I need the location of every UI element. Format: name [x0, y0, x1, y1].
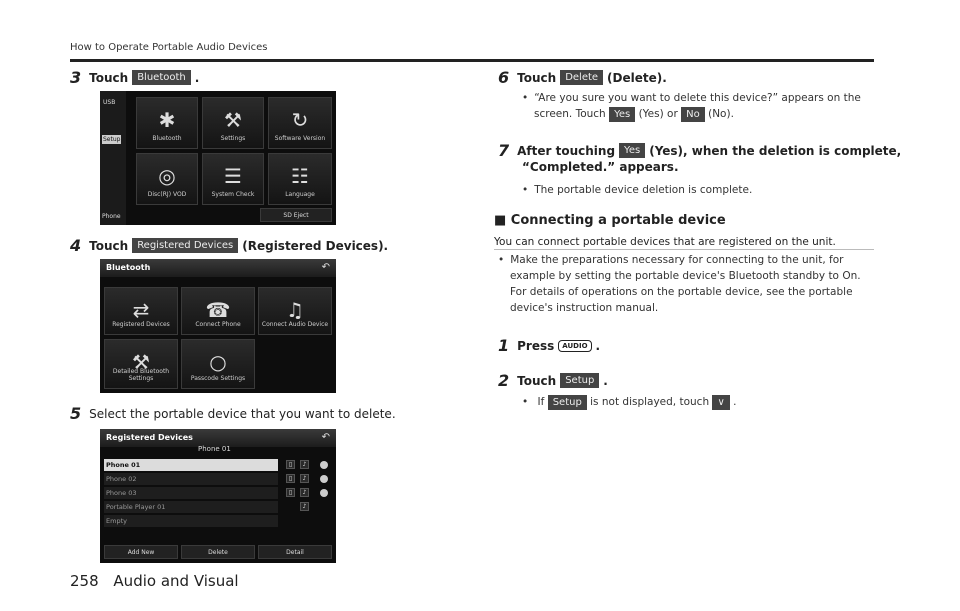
connected-icon — [320, 489, 328, 497]
tile-language[interactable] — [268, 153, 332, 205]
step-text: Touch — [517, 70, 557, 85]
page-number: 258 — [70, 572, 99, 590]
tile-label: Registered Devices — [112, 321, 170, 328]
bluetooth-icon: ✱ — [158, 108, 176, 132]
checklist-icon: ☰ — [224, 164, 242, 188]
no-chip: No — [681, 107, 705, 122]
device-row[interactable]: Portable Player 01 — [104, 501, 278, 513]
yes-chip: Yes — [619, 143, 645, 158]
wrench-icon: ⚒ — [224, 108, 242, 132]
tile-software-version[interactable] — [268, 97, 332, 149]
step-end: (Delete). — [607, 70, 667, 85]
device-row[interactable]: Phone 02 — [104, 473, 278, 485]
screen-title: Registered Devices — [100, 429, 336, 447]
note-7: • The portable device deletion is complete. — [522, 184, 753, 196]
step-text: After touching — [517, 143, 616, 158]
tile-bluetooth[interactable] — [136, 97, 198, 149]
back-icon[interactable]: ↶ — [321, 432, 330, 443]
lock-icon: ○ — [209, 350, 227, 374]
tile-label: System Check — [211, 191, 255, 198]
step-text: Select the portable device that you want to delete. — [89, 406, 396, 421]
chevron-down-icon: ∨ — [712, 395, 729, 410]
delete-button[interactable]: Delete — [181, 545, 255, 559]
tile-label: Connect Phone — [195, 321, 241, 328]
side-phone[interactable]: Phone — [102, 213, 121, 220]
step-end: . — [595, 338, 601, 353]
step-number: 1 — [498, 336, 510, 355]
note-6: • “Are you sure you want to delete this device?” appears on the screen. Touch Yes (Yes) or No (No). — [522, 92, 861, 120]
note-text: If — [537, 396, 545, 408]
step-text: Touch — [517, 373, 557, 388]
music-icon: ♪ — [300, 488, 309, 497]
step-text: (Yes), when the deletion is complete, — [649, 143, 902, 158]
section-heading: ■ Connecting a portable device — [494, 213, 726, 228]
step-text: Touch — [89, 70, 129, 85]
sd-eject-button[interactable]: SD Eject — [260, 208, 332, 222]
step-text: Press — [517, 338, 555, 353]
bluetooth-chip: Bluetooth — [132, 70, 191, 85]
tile-passcode[interactable] — [181, 339, 255, 389]
screen-title: Bluetooth — [100, 259, 336, 277]
screen-main-menu — [100, 91, 336, 225]
device-row[interactable]: Phone 03 — [104, 487, 278, 499]
step-4 — [70, 236, 388, 255]
tile-connect-audio[interactable] — [258, 287, 332, 335]
registered-devices-chip: Registered Devices — [132, 238, 238, 253]
phone-icon: ▯ — [286, 460, 295, 469]
tile-settings[interactable] — [202, 97, 264, 149]
setup-chip: Setup — [548, 395, 587, 410]
phone-icon: ▯ — [286, 474, 295, 483]
delete-chip: Delete — [560, 70, 603, 85]
step-2 — [498, 371, 608, 390]
step-number: 3 — [70, 68, 82, 87]
refresh-icon: ↻ — [291, 108, 309, 132]
step-number: 7 — [498, 141, 510, 160]
phone-icon: ▯ — [286, 488, 295, 497]
tile-label: Passcode Settings — [190, 375, 246, 382]
screen-registered-devices — [100, 429, 336, 563]
screen-bluetooth — [100, 259, 336, 393]
devices-icon: ⇄ — [132, 298, 150, 322]
tile-registered-devices[interactable] — [104, 287, 178, 335]
music-icon: ♪ — [300, 502, 309, 511]
footer-section: Audio and Visual — [113, 572, 239, 590]
section-intro: You can connect portable devices that are registered on the unit. — [494, 236, 836, 248]
note-end: . — [733, 396, 737, 408]
music-icon: ♪ — [300, 474, 309, 483]
tile-label: Detailed Bluetooth Settings — [112, 368, 170, 382]
note-text: “Are you sure you want to delete this device?” appears on the — [534, 92, 861, 104]
tile-disc-vod[interactable] — [136, 153, 198, 205]
step-6 — [498, 68, 667, 87]
step-number: 2 — [498, 371, 510, 390]
step-7-line2: “Completed.” appears. — [522, 160, 679, 174]
detail-button[interactable]: Detail — [258, 545, 332, 559]
note-text: device's instruction manual. — [510, 302, 659, 314]
step-number: 6 — [498, 68, 510, 87]
step-end: . — [194, 70, 200, 85]
note-text: screen. Touch — [534, 108, 606, 120]
music-icon: ♫ — [286, 298, 304, 322]
section-rule — [494, 249, 874, 250]
prep-note: • Make the preparations necessary for connecting to the unit, for example by setting the portable device's Bluetooth standby to On. For details of operations on the portable device, see the portable device's instruction manual. — [498, 254, 861, 314]
note-text: (No). — [708, 108, 734, 120]
tile-label: Language — [285, 191, 315, 198]
note-2: • If Setup is not displayed, touch ∨ . — [522, 396, 737, 408]
page-header: How to Operate Portable Audio Devices — [70, 42, 268, 53]
page-footer — [70, 572, 249, 590]
tile-label: Software Version — [274, 135, 326, 142]
tile-label: Connect Audio Device — [261, 321, 329, 328]
step-text: Touch — [89, 238, 129, 253]
tile-system-check[interactable] — [202, 153, 264, 205]
connected-icon — [320, 475, 328, 483]
note-text: Make the preparations necessary for connecting to the unit, for — [510, 254, 844, 266]
book-icon: ☷ — [291, 164, 309, 188]
add-new-button[interactable]: Add New — [104, 545, 178, 559]
connected-icon — [320, 461, 328, 469]
back-icon[interactable]: ↶ — [321, 262, 330, 273]
header-rule — [70, 59, 874, 62]
setup-chip: Setup — [560, 373, 599, 388]
tile-label: Disc(RJ) VOD — [147, 191, 187, 198]
tile-connect-phone[interactable] — [181, 287, 255, 335]
tools-icon: ⚒ — [132, 350, 150, 374]
disc-icon: ◎ — [158, 164, 176, 188]
step-7 — [498, 141, 901, 160]
tile-label: Bluetooth — [152, 135, 182, 142]
side-bar — [100, 91, 126, 225]
tile-label: Settings — [220, 135, 246, 142]
note-text: example by setting the portable device's Bluetooth standby to On. — [510, 270, 861, 282]
step-end: . — [603, 373, 608, 388]
step-1 — [498, 336, 600, 355]
device-row[interactable]: Phone 01 — [104, 459, 278, 471]
tile-detailed-settings[interactable] — [104, 339, 178, 389]
audio-button-icon: AUDIO — [558, 340, 591, 352]
note-text: is not displayed, touch — [590, 396, 710, 408]
step-end: (Registered Devices). — [242, 238, 389, 253]
note-text: The portable device deletion is complete. — [534, 184, 753, 196]
side-setup[interactable]: Setup — [103, 136, 121, 143]
note-text: For details of operations on the portable device, see the portable — [510, 286, 853, 298]
step-3 — [70, 68, 199, 87]
device-row[interactable]: Empty — [104, 515, 278, 527]
step-5 — [70, 404, 396, 423]
yes-chip: Yes — [609, 107, 635, 122]
music-icon: ♪ — [300, 460, 309, 469]
phone-icon: ☎ — [205, 298, 231, 322]
note-text: (Yes) or — [638, 108, 678, 120]
side-usb[interactable]: USB — [103, 99, 116, 106]
step-number: 4 — [70, 236, 82, 255]
step-number: 5 — [70, 404, 82, 423]
selected-device-label: Phone 01 — [198, 445, 231, 453]
